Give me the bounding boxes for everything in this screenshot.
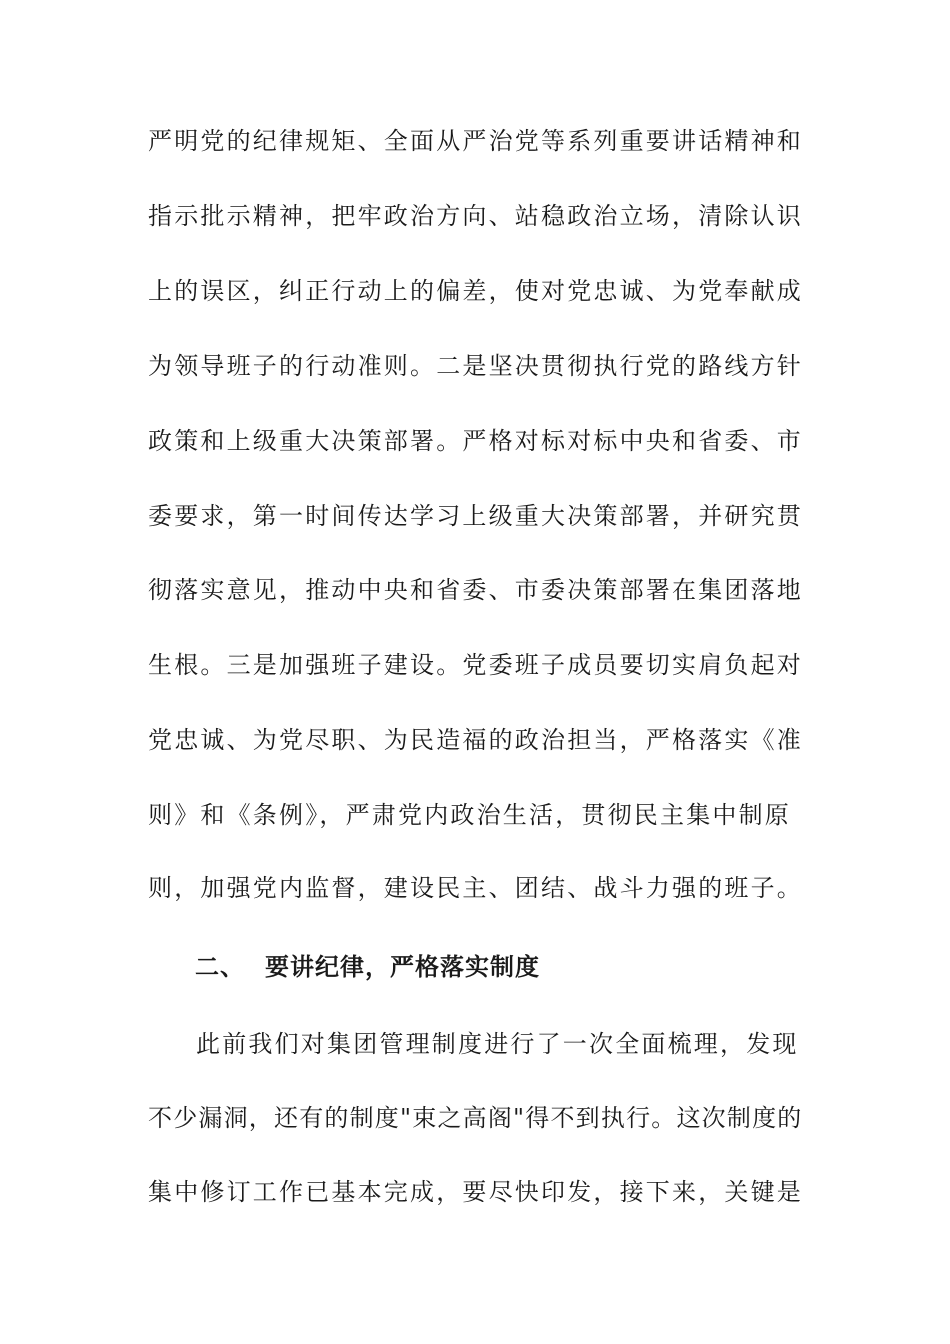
section-title: 要讲纪律，严格落实制度 xyxy=(265,952,540,981)
body-text-line: 生根。三是加强班子建设。党委班子成员要切实肩负起对 xyxy=(148,651,803,679)
body-text-line: 严明党的纪律规矩、全面从严治党等系列重要讲话精神和 xyxy=(148,127,803,155)
body-text-line: 上的误区，纠正行动上的偏差，使对党忠诚、为党奉献成 xyxy=(148,277,803,305)
body-text-line: 则，加强党内监督，建设民主、团结、战斗力强的班子。 xyxy=(148,874,803,902)
body-text-line: 彻落实意见，推动中央和省委、市委决策部署在集团落地 xyxy=(148,576,803,604)
section-number: 二、 xyxy=(195,952,245,981)
body-text-line: 委要求，第一时间传达学习上级重大决策部署，并研究贯 xyxy=(148,502,803,530)
body-text-line: 政策和上级重大决策部署。严格对标对标中央和省委、市 xyxy=(148,427,803,455)
body-text-line: 指示批示精神，把牢政治方向、站稳政治立场，清除认识 xyxy=(148,202,803,230)
section-heading xyxy=(195,947,540,987)
body-text-line: 则》和《条例》，严肃党内政治生活，贯彻民主集中制原 xyxy=(148,801,791,829)
body-text-line: 为领导班子的行动准则。二是坚决贯彻执行党的路线方针 xyxy=(148,352,803,380)
body-text-line: 不少漏洞，还有的制度"束之高阁"得不到执行。这次制度的 xyxy=(148,1104,803,1132)
body-text-line: 此前我们对集团管理制度进行了一次全面梳理，发现 xyxy=(196,1030,799,1058)
body-text-line: 集中修订工作已基本完成，要尽快印发，接下来，关键是 xyxy=(148,1178,803,1206)
body-text-line: 党忠诚、为党尽职、为民造福的政治担当，严格落实《准 xyxy=(148,726,803,754)
